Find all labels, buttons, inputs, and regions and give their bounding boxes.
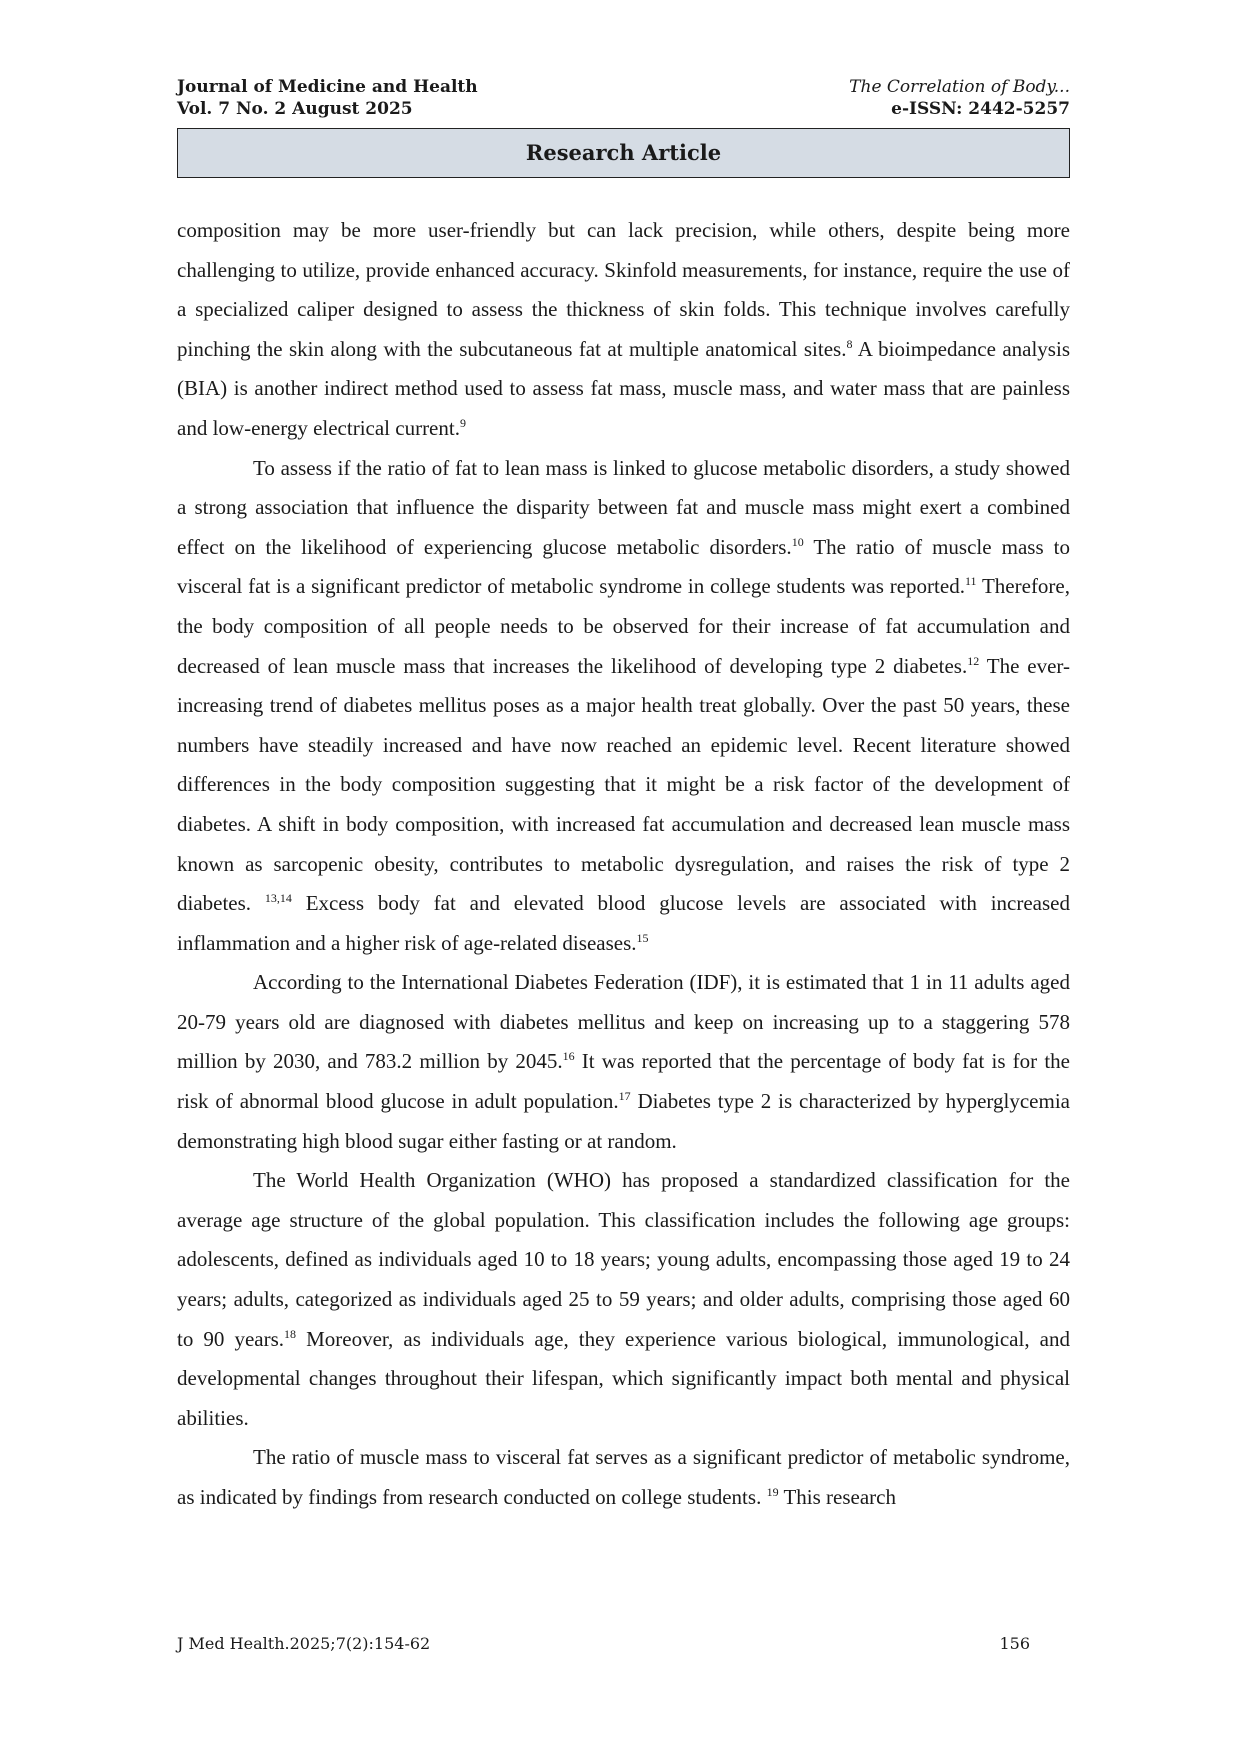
text-run: To assess if the ratio of fat to lean mass is linked to glucose metabolic disorders, a study showed a strong association that influence the disparity between fat and muscle mass might exert a combined effect on the likelihood of experiencing glucose metabolic disorders. xyxy=(177,455,1070,559)
text-run: Therefore, the body composition of all people needs to be observed for their increase of fat accumulation and decreased of lean muscle mass that increases the likelihood of developing type 2 diabetes. xyxy=(177,574,1070,678)
text-run: It was reported that the percentage of body fat is for the risk of abnormal blood glucose in adult population. xyxy=(177,1049,1070,1114)
citation-marker: 18 xyxy=(284,1326,297,1341)
header-row-1 xyxy=(177,76,1070,98)
citation-marker: 19 xyxy=(766,1485,779,1499)
header-row-2 xyxy=(177,98,1070,120)
paragraph xyxy=(177,449,1070,964)
text-run: The ratio of muscle mass to visceral fat serves as a significant predictor of metabolic syndrome, as indicated by findings from research conducted on college students. xyxy=(177,1445,1070,1509)
text-run: A bioimpedance analysis (BIA) is another indirect method used to assess fat mass, muscle mass, and water mass that are painless and low-energy electrical current. xyxy=(177,336,1070,440)
text-run: Excess body fat and elevated blood glucose levels are associated with increased inflammation and a higher risk of age-related diseases. xyxy=(177,891,1070,955)
text-run: Diabetes type 2 is characterized by hyperglycemia demonstrating high blood sugar either fasting or at random. xyxy=(177,1089,1070,1153)
text-run: The World Health Organization (WHO) has proposed a standardized classification for the average age structure of the global population. This classification includes the following age groups: adolescents, defined as individuals aged 10 to 18 years; young adults, encompassing those aged 19 to 24 years; adults, categorized as individuals aged 25 to 59 years; and older adults, comprising those aged 60 to 90 years. xyxy=(177,1168,1070,1351)
paragraph xyxy=(177,211,1070,449)
text-run: composition may be more user-friendly but can lack precision, while others, despite being more challenging to utilize, provide enhanced accuracy. Skinfold measurements, for instance, require the use of a specialized caliper designed to assess the thickness of skin folds. This technique involves carefully pinching the skin along with the subcutaneous fat at multiple anatomical sites. xyxy=(177,218,1070,361)
citation-marker: 17 xyxy=(618,1089,631,1104)
page-header xyxy=(177,76,1070,120)
citation-marker: 13,14 xyxy=(264,891,292,906)
running-title: The Correlation of Body... xyxy=(849,77,1070,97)
paragraph xyxy=(177,1438,1070,1517)
text-run: Moreover, as individuals age, they experience various biological, immunological, and developmental changes throughout their lifespan, which significantly impact both mental and physical abilities. xyxy=(177,1326,1070,1430)
citation-marker: 9 xyxy=(459,415,466,430)
citation-marker: 8 xyxy=(846,336,853,351)
volume-info: Vol. 7 No. 2 August 2025 xyxy=(177,99,413,119)
text-run: The ratio of muscle mass to visceral fat is a significant predictor of metabolic syndrome in college students was reported. xyxy=(177,534,1071,599)
paragraph xyxy=(177,1161,1070,1438)
citation-marker: 12 xyxy=(967,653,980,668)
footer-citation: J Med Health.2025;7(2):154-62 xyxy=(177,1634,431,1653)
citation-marker: 11 xyxy=(964,574,977,589)
journal-name: Journal of Medicine and Health xyxy=(177,77,478,97)
paragraph xyxy=(177,963,1070,1161)
text-run: This research xyxy=(778,1485,896,1509)
text-run: According to the International Diabetes Federation (IDF), it is estimated that 1 in 11 adults aged 20-79 years old are diagnosed with diabetes mellitus and keep on increasing up to a staggering 578 million by 2030, and 783.2 million by 2045. xyxy=(177,970,1070,1074)
page-footer xyxy=(177,1634,1030,1654)
page-number: 156 xyxy=(999,1634,1030,1653)
article-type-banner: Research Article xyxy=(177,128,1070,178)
article-body xyxy=(177,211,1070,1518)
citation-marker: 15 xyxy=(636,930,649,945)
issn: e-ISSN: 2442-5257 xyxy=(891,99,1070,119)
text-run: The ever-increasing trend of diabetes mellitus poses as a major health treat globally. Over the past 50 years, these numbers have steadily increased and have now reached an epidemic level. Recent literature showed differences in the body composition suggesting that it might be a risk factor of the development of diabetes. A shift in body composition, with increased fat accumulation and decreased lean muscle mass known as sarcopenic obesity, contributes to metabolic dysregulation, and raises the risk of type 2 diabetes. xyxy=(177,653,1070,916)
citation-marker: 16 xyxy=(562,1049,575,1064)
citation-marker: 10 xyxy=(791,534,804,549)
